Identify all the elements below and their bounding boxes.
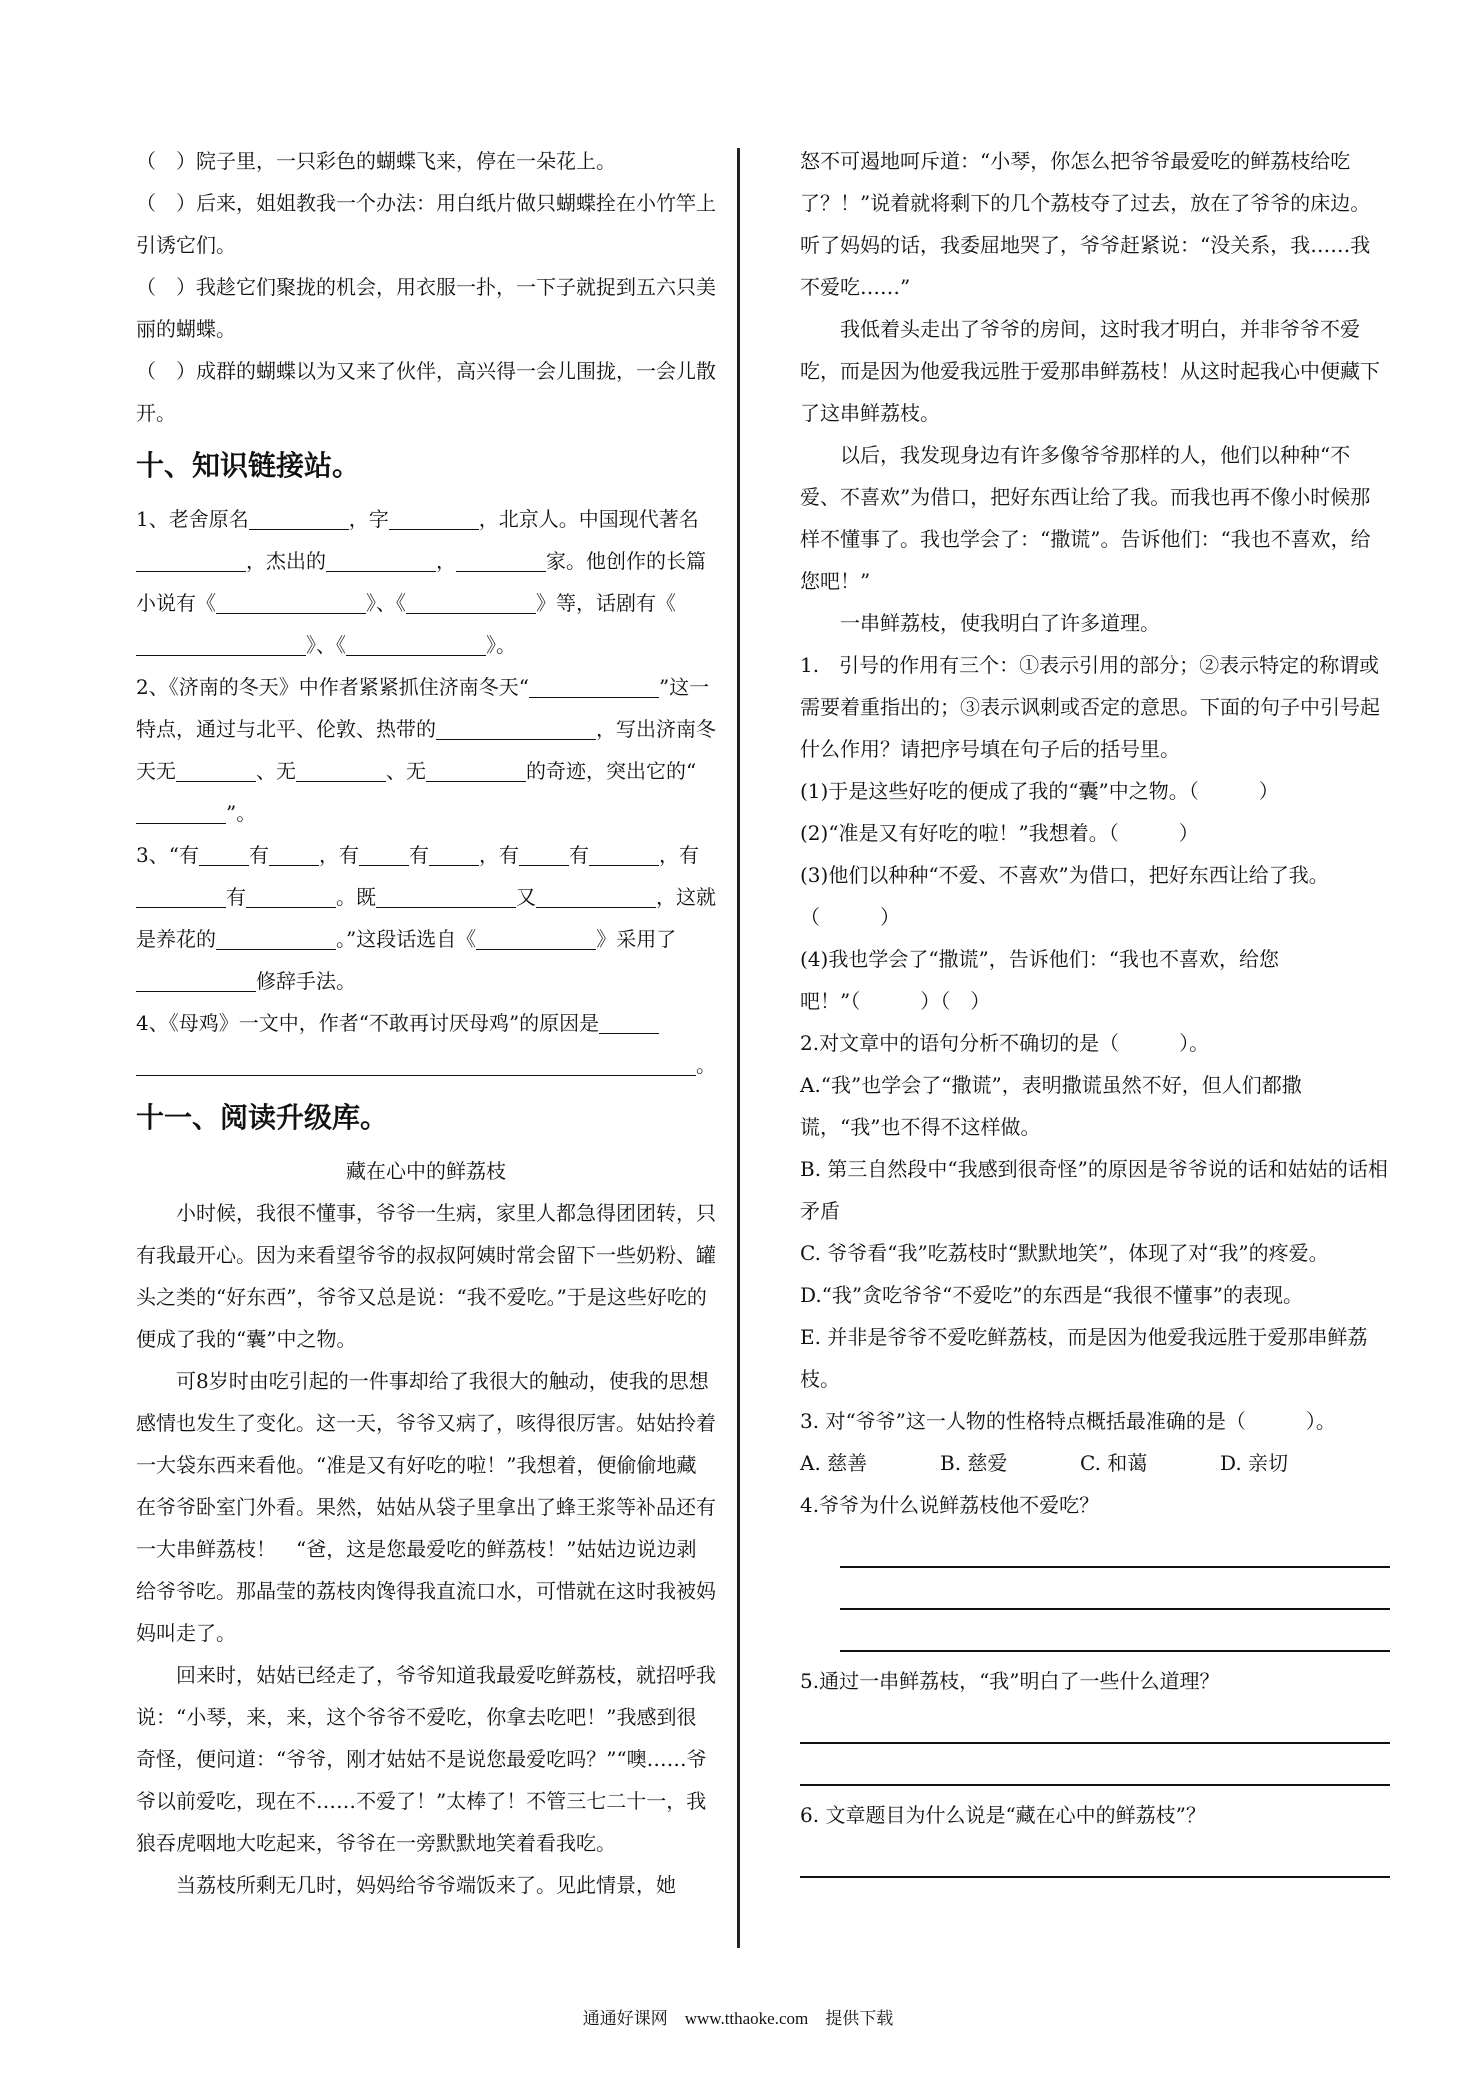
question-6: 6. 文章题目为什么说是“藏在心中的鲜荔枝”？	[800, 1803, 1206, 1827]
answer-blank[interactable]	[519, 845, 569, 866]
story-paragraph: 以后，我发现身边有许多像爷爷那样的人，他们以种种“不爱、不喜欢”为借口，把好东西让给了我。而我也再不像小时候那样不懂事了。我也学会了：“撒谎”。告诉他们：“我也不喜欢，给您吧！”	[800, 443, 1371, 593]
q3-text: 又	[516, 885, 536, 909]
q2-text: 、无	[256, 759, 296, 783]
q3-text: 3、“有	[136, 843, 199, 867]
left-column	[136, 140, 716, 1906]
q2-text: 2、《济南的冬天》中作者紧紧抓住济南冬天“	[136, 675, 529, 699]
answer-blank[interactable]	[456, 551, 546, 572]
q1-text: 》、《	[366, 591, 406, 615]
question-2-stem: 2.对文章中的语句分析不确切的是（ ）。	[800, 1031, 1210, 1055]
story-paragraph: 一串鲜荔枝，使我明白了许多道理。	[840, 611, 1160, 635]
answer-blank[interactable]	[199, 845, 249, 866]
answer-blank[interactable]	[176, 761, 256, 782]
option-d[interactable]: D. 亲切	[1220, 1451, 1289, 1475]
answer-blank[interactable]	[216, 593, 366, 614]
answer-blank[interactable]	[346, 635, 486, 656]
story-paragraph: 我低着头走出了爷爷的房间，这时我才明白，并非爷爷不爱吃，而是因为他爱我远胜于爱那串鲜荔枝！从这时起我心中便藏下了这串鲜荔枝。	[800, 317, 1380, 425]
story-paragraph: 回来时，姑姑已经走了，爷爷知道我最爱吃鲜荔枝，就招呼我说：“小琴，来，来，这个爷爷不爱吃，你拿去吃吧！”我感到很奇怪，便问道：“爷爷，刚才姑姑不是说您最爱吃吗？”“噢……爷爷以前爱吃，现在不……不爱了！”太棒了！不管三七二十一，我狼吞虎咽地大吃起来，爷爷在一旁默默地笑着看我吃。	[136, 1663, 716, 1855]
option-b[interactable]: B. 慈爱	[940, 1451, 1008, 1475]
q1-text: 》、《	[306, 633, 346, 657]
story-paragraph: 怒不可遏地呵斥道：“小琴，你怎么把爷爷最爱吃的鲜荔枝给吃了？！”说着就将剩下的几个荔枝夺了过去，放在了爷爷的床边。听了妈妈的话，我委屈地哭了，爷爷赶紧说：“没关系，我……我不爱吃……”	[800, 149, 1371, 299]
answer-blank[interactable]	[296, 761, 386, 782]
q1-text: 1、老舍原名	[136, 507, 249, 531]
answer-blank[interactable]	[136, 551, 246, 572]
q2-text: ”这一特点，通过与北平、伦敦、热带的	[136, 675, 710, 741]
answer-blank[interactable]	[136, 1055, 696, 1076]
answer-blank[interactable]	[136, 971, 256, 992]
story-paragraph: 当荔枝所剩无几时，妈妈给爷爷端饭来了。见此情景，她	[176, 1873, 676, 1897]
q3-text: 。既	[336, 885, 376, 909]
answer-blank[interactable]	[136, 803, 226, 824]
answer-blank[interactable]	[476, 929, 596, 950]
order-item: （ ）后来，姐姐教我一个办法：用白纸片做只蝴蝶拴在小竹竿上引诱它们。	[136, 191, 716, 257]
q4-text: 。	[696, 1053, 716, 1077]
q1-text: 》等，话剧有《	[536, 591, 676, 615]
question-4: 4.爷爷为什么说鲜荔枝他不爱吃？	[800, 1493, 1100, 1517]
answer-blank[interactable]	[326, 551, 436, 572]
question-1-item: (3)他们以种种“不爱、不喜欢”为借口，把好东西让给了我。（ ）	[800, 863, 1329, 929]
question-1-item: (1)于是这些好吃的便成了我的“囊”中之物。（ ）	[800, 779, 1279, 803]
question-4	[136, 1002, 716, 1086]
answer-blank[interactable]	[136, 635, 306, 656]
q2-text: ，写出济南冬天无	[136, 717, 716, 783]
footer: 通通好课网 www.tthaoke.com 提供下载	[582, 2009, 894, 2028]
q1-text: ，字	[348, 507, 389, 531]
answer-blank[interactable]	[429, 845, 479, 866]
q3-text: 修辞手法。	[256, 969, 356, 993]
q3-text: ，有	[318, 843, 359, 867]
order-item: （ ）成群的蝴蝶以为又来了伙伴，高兴得一会儿围拢，一会儿散开。	[136, 359, 716, 425]
question-3-stem: 3. 对“爷爷”这一人物的性格特点概括最准确的是（ ）。	[800, 1409, 1336, 1433]
q1-text: ，北京人。中国现代著名	[478, 507, 699, 531]
q3-text: 有	[248, 843, 269, 867]
question-3-options	[800, 1442, 1390, 1484]
section-11-title: 十一、阅读升级库。	[136, 1101, 389, 1134]
q4-text: 4、《母鸡》一文中，作者“不敢再讨厌母鸡”的原因是	[136, 1011, 600, 1035]
option-a[interactable]: A. 慈善	[800, 1451, 868, 1475]
question-5: 5.通过一串鲜荔枝，“我”明白了一些什么道理？	[800, 1669, 1220, 1693]
answer-line[interactable]	[840, 1526, 1390, 1568]
answer-blank[interactable]	[599, 1013, 659, 1034]
question-2-option: B. 第三自然段中“我感到很奇怪”的原因是爷爷说的话和姑姑的话相矛盾	[800, 1157, 1388, 1223]
answer-blank[interactable]	[359, 845, 409, 866]
q3-text: 》采用了	[596, 927, 677, 951]
question-2-option: C. 爷爷看“我”吃荔枝时“默默地笑”，体现了对“我”的疼爱。	[800, 1241, 1329, 1265]
answer-blank[interactable]	[536, 887, 656, 908]
story-paragraph: 小时候，我很不懂事，爷爷一生病，家里人都急得团团转，只有我最开心。因为来看望爷爷的叔叔阿姨时常会留下一些奶粉、罐头之类的“好东西”，爷爷又总是说：“我不爱吃。”于是这些好吃的便成了我的“囊”中之物。	[136, 1201, 716, 1351]
q3-text: 。”这段话选自《	[336, 927, 477, 951]
story-title: 藏在心中的鲜荔枝	[346, 1159, 506, 1183]
section-10-title: 十、知识链接站。	[136, 449, 361, 482]
answer-blank[interactable]	[389, 509, 479, 530]
question-2-option: D.“我”贪吃爷爷“不爱吃”的东西是“我很不懂事”的表现。	[800, 1283, 1304, 1307]
answer-blank[interactable]	[216, 929, 336, 950]
answer-blank[interactable]	[376, 887, 516, 908]
answer-line[interactable]	[800, 1744, 1390, 1786]
answer-blank[interactable]	[406, 593, 536, 614]
q1-text: 》。	[486, 633, 516, 657]
answer-blank[interactable]	[246, 887, 336, 908]
answer-line[interactable]	[800, 1836, 1390, 1878]
question-1-item: (4)我也学会了“撒谎”，告诉他们：“我也不喜欢，给您吧！”（ ）（ ）	[800, 947, 1280, 1013]
answer-blank[interactable]	[136, 887, 226, 908]
answer-blank[interactable]	[249, 509, 349, 530]
option-c[interactable]: C. 和蔼	[1080, 1451, 1148, 1475]
right-column	[800, 140, 1390, 1878]
q3-text: 有	[408, 843, 429, 867]
q1-text: 家。他创作的长篇小说有《	[136, 549, 706, 615]
answer-blank[interactable]	[426, 761, 526, 782]
story-paragraph: 可8岁时由吃引起的一件事却给了我很大的触动，使我的思想感情也发生了变化。这一天，爷爷又病了，咳得很厉害。姑姑拎着一大袋东西来看他。“准是又有好吃的啦！”我想着，便偷偷地藏在爷爷卧室门外看。果然，姑姑从袋子里拿出了蜂王浆等补品还有一大串鲜荔枝！ “爸，这是您最爱吃的鲜荔枝！”姑姑边说边剥给爷爷吃。那晶莹的荔枝肉馋得我直流口水，可惜就在这时我被妈妈叫走了。	[136, 1369, 716, 1645]
question-1-intro: 1. 引号的作用有三个：①表示引用的部分；②表示特定的称谓或需要着重指出的；③表示讽刺或否定的意思。下面的句子中引号起什么作用？请把序号填在句子后的括号里。	[800, 653, 1380, 761]
q3-text: 有	[568, 843, 589, 867]
answer-line[interactable]	[840, 1610, 1390, 1652]
answer-line[interactable]	[800, 1702, 1390, 1744]
column-divider	[737, 148, 740, 1948]
answer-blank[interactable]	[269, 845, 319, 866]
order-item: （ ）我趁它们聚拢的机会，用衣服一扑，一下子就捉到五六只美丽的蝴蝶。	[136, 275, 716, 341]
q2-text: 、无	[386, 759, 426, 783]
question-2-option: E. 并非是爷爷不爱吃鲜荔枝，而是因为他爱我远胜于爱那串鲜荔枝。	[800, 1325, 1368, 1391]
answer-blank[interactable]	[529, 677, 659, 698]
question-1	[136, 498, 716, 666]
question-2	[136, 666, 716, 834]
q3-text: 有	[226, 885, 246, 909]
q2-text: ”。	[226, 801, 257, 825]
q1-text: ，	[436, 549, 456, 573]
q1-text: ，杰出的	[246, 549, 326, 573]
q3-text: ，有	[478, 843, 519, 867]
question-3	[136, 834, 716, 1002]
answer-line[interactable]	[840, 1568, 1390, 1610]
question-2-option: A.“我”也学会了“撒谎”，表明撒谎虽然不好，但人们都撒谎，“我”也不得不这样做。	[800, 1073, 1302, 1139]
q3-text: ，这就是养花的	[136, 885, 716, 951]
question-1-item: (2)“准是又有好吃的啦！”我想着。（ ）	[800, 821, 1199, 845]
order-item: （ ）院子里，一只彩色的蝴蝶飞来，停在一朵花上。	[136, 149, 616, 173]
q3-text: ，有	[658, 843, 699, 867]
answer-blank[interactable]	[589, 845, 659, 866]
q2-text: 的奇迹，突出它的“	[526, 759, 697, 783]
answer-blank[interactable]	[436, 719, 596, 740]
